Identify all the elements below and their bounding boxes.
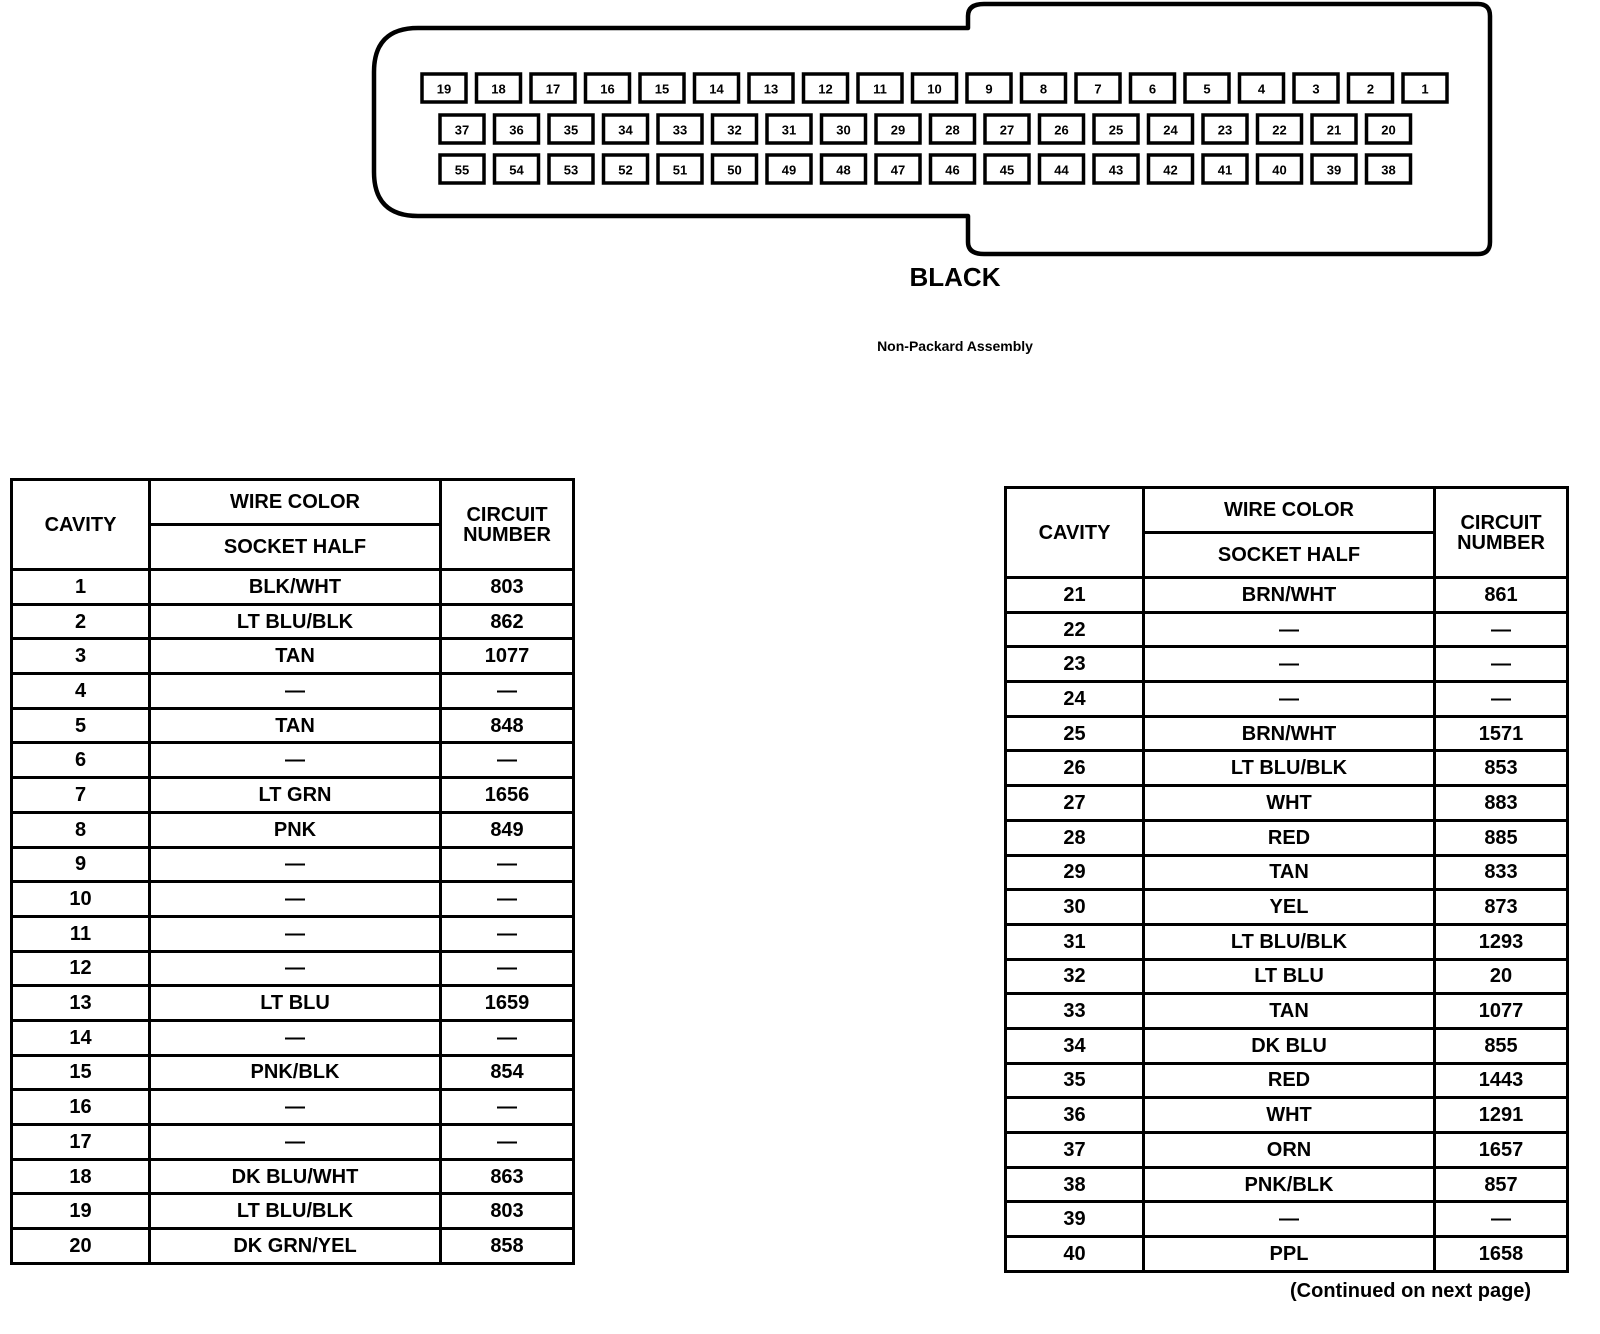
wire-color-cell: —: [1144, 1202, 1435, 1237]
connector-pins: [422, 74, 1447, 183]
pin-number: 37: [454, 122, 470, 138]
pin-cavity: [1185, 74, 1229, 102]
circuit-number-cell: 1293: [1435, 924, 1568, 959]
cavity-cell: 3: [12, 639, 150, 674]
pin-number: 13: [763, 81, 779, 97]
cavity-cell: 1: [12, 570, 150, 605]
wire-color-cell: LT BLU/BLK: [1144, 751, 1435, 786]
wire-color-cell: —: [150, 674, 441, 709]
wire-color-cell: LT BLU/BLK: [150, 604, 441, 639]
pin-cavity: [1094, 155, 1138, 183]
pin-cavity: [858, 74, 902, 102]
circuit-number-cell: 853: [1435, 751, 1568, 786]
pin-number: 33: [672, 122, 688, 138]
pin-cavity: [1022, 74, 1066, 102]
circuit-number-cell: 803: [441, 570, 574, 605]
pin-number: 24: [1163, 122, 1178, 138]
pin-cavity: [658, 155, 702, 183]
pin-number: 43: [1108, 162, 1124, 178]
table-row: [12, 882, 574, 917]
pin-number: 22: [1272, 122, 1287, 138]
cavity-cell: 38: [1006, 1167, 1144, 1202]
pin-number: 29: [890, 122, 906, 138]
cavity-cell: 39: [1006, 1202, 1144, 1237]
pin-number: 32: [727, 122, 742, 138]
circuit-number-cell: 863: [441, 1159, 574, 1194]
pin-number: 14: [709, 81, 724, 97]
cavity-cell: 11: [12, 916, 150, 951]
cavity-table-right: [1004, 486, 1569, 1273]
table-row: [1006, 820, 1568, 855]
cavity-cell: 14: [12, 1020, 150, 1055]
pin-number: 55: [454, 162, 470, 178]
pin-number: 49: [781, 162, 797, 178]
table-row: [1006, 1063, 1568, 1098]
pin-number: 34: [618, 122, 633, 138]
pin-number: 28: [945, 122, 960, 138]
wire-color-cell: PNK: [150, 812, 441, 847]
cavity-cell: 16: [12, 1090, 150, 1125]
wire-color-header: WIRE COLOR: [150, 480, 441, 525]
pin-cavity: [713, 155, 757, 183]
circuit-number-cell: —: [441, 674, 574, 709]
table-row: [1006, 716, 1568, 751]
assembly-label: Non-Packard Assembly: [877, 338, 1033, 354]
cavity-cell: 40: [1006, 1237, 1144, 1272]
pin-cavity: [876, 155, 920, 183]
connector-color-label: BLACK: [909, 262, 1001, 292]
table-row: [1006, 1167, 1568, 1202]
wire-color-cell: RED: [1144, 1063, 1435, 1098]
pin-cavity: [495, 155, 539, 183]
cavity-cell: 9: [12, 847, 150, 882]
pin-number: 2: [1366, 81, 1375, 97]
table-row: [1006, 1237, 1568, 1272]
circuit-number-cell: 1291: [1435, 1098, 1568, 1133]
wire-color-cell: TAN: [1144, 855, 1435, 890]
pin-number: 44: [1054, 162, 1069, 178]
circuit-number-cell: —: [1435, 1202, 1568, 1237]
circuit-number-cell: —: [1435, 612, 1568, 647]
pin-cavity: [1040, 155, 1084, 183]
cavity-cell: 31: [1006, 924, 1144, 959]
table-row: [1006, 855, 1568, 890]
pin-cavity: [931, 155, 975, 183]
cavity-cell: 37: [1006, 1133, 1144, 1168]
circuit-number-cell: 20: [1435, 959, 1568, 994]
pin-cavity: [1367, 155, 1411, 183]
pin-cavity: [1131, 74, 1175, 102]
cavity-cell: 8: [12, 812, 150, 847]
pin-cavity: [822, 115, 866, 143]
table-row: [1006, 682, 1568, 717]
cavity-cell: 36: [1006, 1098, 1144, 1133]
connector-diagram: [0, 0, 1600, 280]
wire-color-cell: TAN: [150, 639, 441, 674]
circuit-number-cell: 1077: [441, 639, 574, 674]
wire-color-cell: —: [150, 916, 441, 951]
table-row: [12, 986, 574, 1021]
cavity-cell: 6: [12, 743, 150, 778]
wire-color-cell: LT GRN: [150, 778, 441, 813]
wire-color-cell: DK BLU/WHT: [150, 1159, 441, 1194]
circuit-number-cell: 848: [441, 708, 574, 743]
pin-number: 35: [563, 122, 579, 138]
table-row: [12, 1194, 574, 1229]
pin-cavity: [549, 155, 593, 183]
pin-cavity: [1349, 74, 1393, 102]
pin-cavity: [1149, 115, 1193, 143]
circuit-number-cell: 857: [1435, 1167, 1568, 1202]
wire-color-cell: RED: [1144, 820, 1435, 855]
pin-number: 15: [654, 81, 670, 97]
circuit-number-cell: —: [441, 1125, 574, 1160]
table-row: [1006, 994, 1568, 1029]
pin-cavity: [495, 115, 539, 143]
circuit-number-cell: 855: [1435, 1028, 1568, 1063]
circuit-number-cell: —: [441, 882, 574, 917]
pin-cavity: [640, 74, 684, 102]
pin-cavity: [531, 74, 575, 102]
cavity-table-left: [10, 478, 575, 1265]
cavity-cell: 27: [1006, 786, 1144, 821]
pin-cavity: [1203, 155, 1247, 183]
cavity-cell: 20: [12, 1229, 150, 1264]
pin-cavity: [767, 115, 811, 143]
cavity-table-left-body: [12, 570, 574, 1264]
wire-color-cell: PNK/BLK: [150, 1055, 441, 1090]
cavity-cell: 23: [1006, 647, 1144, 682]
pin-cavity: [1240, 74, 1284, 102]
pin-number: 30: [836, 122, 851, 138]
circuit-number-cell: —: [441, 916, 574, 951]
pin-cavity: [440, 115, 484, 143]
table-row: [12, 1159, 574, 1194]
pin-number: 42: [1163, 162, 1178, 178]
circuit-number-cell: 883: [1435, 786, 1568, 821]
circuit-number-cell: —: [441, 1020, 574, 1055]
pin-number: 16: [600, 81, 615, 97]
pin-cavity: [985, 115, 1029, 143]
pin-number: 20: [1381, 122, 1396, 138]
pin-number: 50: [727, 162, 742, 178]
cavity-cell: 2: [12, 604, 150, 639]
cavity-cell: 12: [12, 951, 150, 986]
pin-number: 47: [890, 162, 906, 178]
pin-number: 19: [436, 81, 452, 97]
pin-number: 51: [672, 162, 688, 178]
pin-cavity: [1258, 115, 1302, 143]
pin-number: 9: [985, 81, 993, 97]
pin-cavity: [1367, 115, 1411, 143]
wire-color-cell: —: [1144, 647, 1435, 682]
pin-number: 5: [1203, 81, 1211, 97]
pin-number: 52: [618, 162, 633, 178]
pin-cavity: [1294, 74, 1338, 102]
pin-cavity: [749, 74, 793, 102]
pin-number: 17: [545, 81, 561, 97]
circuit-number-cell: —: [1435, 647, 1568, 682]
table-row: [12, 570, 574, 605]
table-row: [12, 812, 574, 847]
pin-cavity: [604, 115, 648, 143]
pin-number: 54: [509, 162, 524, 178]
socket-half-header: SOCKET HALF: [1144, 533, 1435, 578]
circuit-number-cell: 1571: [1435, 716, 1568, 751]
table-row: [12, 1090, 574, 1125]
circuit-number-cell: —: [441, 1090, 574, 1125]
table-row: [12, 639, 574, 674]
pin-number: 3: [1312, 81, 1320, 97]
circuit-number-cell: 885: [1435, 820, 1568, 855]
pin-number: 11: [873, 81, 887, 97]
pin-number: 38: [1381, 162, 1396, 178]
table-row: [1006, 751, 1568, 786]
table-row: [1006, 578, 1568, 613]
cavity-cell: 29: [1006, 855, 1144, 890]
circuit-number-cell: 803: [441, 1194, 574, 1229]
pin-number: 45: [999, 162, 1015, 178]
pin-number: 10: [927, 81, 942, 97]
wire-color-header: WIRE COLOR: [1144, 488, 1435, 533]
wire-color-cell: DK BLU: [1144, 1028, 1435, 1063]
pin-cavity: [440, 155, 484, 183]
pin-cavity: [604, 155, 648, 183]
pin-number: 21: [1326, 122, 1342, 138]
pin-cavity: [913, 74, 957, 102]
pin-cavity: [967, 74, 1011, 102]
pin-cavity: [1403, 74, 1447, 102]
pin-cavity: [804, 74, 848, 102]
cavity-cell: 5: [12, 708, 150, 743]
cavity-table-right-body: [1006, 578, 1568, 1272]
circuit-number-cell: 849: [441, 812, 574, 847]
wire-color-cell: LT BLU/BLK: [1144, 924, 1435, 959]
table-row: [1006, 924, 1568, 959]
wire-color-cell: —: [150, 1125, 441, 1160]
circuit-number-header: CIRCUIT NUMBER: [1435, 488, 1568, 578]
wire-color-cell: LT BLU/BLK: [150, 1194, 441, 1229]
pin-cavity: [713, 115, 757, 143]
pin-cavity: [876, 115, 920, 143]
wire-color-cell: —: [150, 882, 441, 917]
cavity-cell: 35: [1006, 1063, 1144, 1098]
cavity-cell: 33: [1006, 994, 1144, 1029]
table-row: [1006, 1133, 1568, 1168]
cavity-cell: 25: [1006, 716, 1144, 751]
cavity-cell: 24: [1006, 682, 1144, 717]
table-row: [1006, 1028, 1568, 1063]
circuit-number-cell: —: [441, 743, 574, 778]
pin-number: 8: [1039, 81, 1048, 97]
table-row: [12, 951, 574, 986]
wire-color-cell: —: [150, 1020, 441, 1055]
circuit-number-cell: 854: [441, 1055, 574, 1090]
table-row: [12, 743, 574, 778]
wire-color-cell: —: [1144, 682, 1435, 717]
table-row: [12, 708, 574, 743]
cavity-header: CAVITY: [1006, 488, 1144, 578]
pin-number: 4: [1257, 81, 1266, 97]
pin-cavity: [1076, 74, 1120, 102]
pin-number: 53: [563, 162, 579, 178]
circuit-number-cell: 1657: [1435, 1133, 1568, 1168]
wire-color-cell: —: [150, 847, 441, 882]
pin-cavity: [586, 74, 630, 102]
wire-color-cell: BRN/WHT: [1144, 716, 1435, 751]
table-row: [1006, 1202, 1568, 1237]
circuit-number-cell: 858: [441, 1229, 574, 1264]
cavity-cell: 21: [1006, 578, 1144, 613]
circuit-number-cell: 862: [441, 604, 574, 639]
pin-number: 23: [1217, 122, 1233, 138]
wire-color-cell: TAN: [150, 708, 441, 743]
table-row: [12, 1020, 574, 1055]
cavity-cell: 7: [12, 778, 150, 813]
cavity-cell: 22: [1006, 612, 1144, 647]
wire-color-cell: PNK/BLK: [1144, 1167, 1435, 1202]
cavity-cell: 13: [12, 986, 150, 1021]
pin-number: 39: [1326, 162, 1342, 178]
pin-cavity: [1258, 155, 1302, 183]
cavity-cell: 19: [12, 1194, 150, 1229]
pin-cavity: [767, 155, 811, 183]
pin-number: 41: [1217, 162, 1233, 178]
circuit-number-cell: 1656: [441, 778, 574, 813]
pin-number: 26: [1054, 122, 1069, 138]
cavity-cell: 28: [1006, 820, 1144, 855]
continued-note: (Continued on next page): [1290, 1280, 1532, 1302]
wire-color-cell: WHT: [1144, 786, 1435, 821]
wire-color-cell: TAN: [1144, 994, 1435, 1029]
pin-number: 6: [1148, 81, 1157, 97]
pin-number: 36: [509, 122, 524, 138]
pin-cavity: [549, 115, 593, 143]
pin-number: 27: [999, 122, 1015, 138]
wire-color-cell: PPL: [1144, 1237, 1435, 1272]
table-row: [12, 916, 574, 951]
table-row: [1006, 959, 1568, 994]
pin-cavity: [822, 155, 866, 183]
socket-half-header: SOCKET HALF: [150, 525, 441, 570]
pin-number: 7: [1094, 81, 1102, 97]
table-row: [1006, 612, 1568, 647]
pin-cavity: [658, 115, 702, 143]
wire-color-cell: —: [150, 1090, 441, 1125]
pin-cavity: [1203, 115, 1247, 143]
cavity-cell: 26: [1006, 751, 1144, 786]
table-row: [12, 674, 574, 709]
wire-color-cell: BRN/WHT: [1144, 578, 1435, 613]
wire-color-cell: LT BLU: [150, 986, 441, 1021]
pin-number: 48: [836, 162, 851, 178]
wire-color-cell: —: [150, 743, 441, 778]
table-row: [1006, 786, 1568, 821]
pin-cavity: [477, 74, 521, 102]
wire-color-cell: —: [150, 951, 441, 986]
cavity-cell: 34: [1006, 1028, 1144, 1063]
table-row: [12, 778, 574, 813]
circuit-number-cell: —: [441, 847, 574, 882]
pin-cavity: [985, 155, 1029, 183]
cavity-header: CAVITY: [12, 480, 150, 570]
pin-number: 25: [1108, 122, 1124, 138]
circuit-number-cell: 1443: [1435, 1063, 1568, 1098]
pin-number: 1: [1421, 81, 1429, 97]
circuit-number-cell: —: [1435, 682, 1568, 717]
cavity-cell: 4: [12, 674, 150, 709]
wire-color-cell: YEL: [1144, 890, 1435, 925]
circuit-number-cell: 873: [1435, 890, 1568, 925]
pin-number: 46: [945, 162, 960, 178]
pin-cavity: [931, 115, 975, 143]
pin-cavity: [1040, 115, 1084, 143]
circuit-number-cell: 1659: [441, 986, 574, 1021]
cavity-cell: 17: [12, 1125, 150, 1160]
table-row: [1006, 647, 1568, 682]
pin-number: 18: [491, 81, 506, 97]
pin-cavity: [695, 74, 739, 102]
circuit-number-cell: 1658: [1435, 1237, 1568, 1272]
circuit-number-cell: 833: [1435, 855, 1568, 890]
pin-cavity: [1312, 115, 1356, 143]
circuit-number-cell: —: [441, 951, 574, 986]
table-row: [12, 847, 574, 882]
pin-cavity: [422, 74, 466, 102]
cavity-cell: 30: [1006, 890, 1144, 925]
wire-color-cell: LT BLU: [1144, 959, 1435, 994]
wire-color-cell: BLK/WHT: [150, 570, 441, 605]
circuit-number-cell: 861: [1435, 578, 1568, 613]
pin-cavity: [1149, 155, 1193, 183]
table-row: [1006, 890, 1568, 925]
cavity-cell: 32: [1006, 959, 1144, 994]
table-row: [12, 1125, 574, 1160]
pin-number: 31: [781, 122, 797, 138]
circuit-number-cell: 1077: [1435, 994, 1568, 1029]
pin-number: 12: [818, 81, 833, 97]
pin-cavity: [1312, 155, 1356, 183]
table-row: [1006, 1098, 1568, 1133]
circuit-number-header: CIRCUIT NUMBER: [441, 480, 574, 570]
wire-color-cell: ORN: [1144, 1133, 1435, 1168]
cavity-cell: 10: [12, 882, 150, 917]
pin-number: 40: [1272, 162, 1287, 178]
table-row: [12, 604, 574, 639]
wire-color-cell: —: [1144, 612, 1435, 647]
wire-color-cell: WHT: [1144, 1098, 1435, 1133]
table-row: [12, 1229, 574, 1264]
wire-color-cell: DK GRN/YEL: [150, 1229, 441, 1264]
table-row: [12, 1055, 574, 1090]
cavity-cell: 18: [12, 1159, 150, 1194]
cavity-cell: 15: [12, 1055, 150, 1090]
pin-cavity: [1094, 115, 1138, 143]
